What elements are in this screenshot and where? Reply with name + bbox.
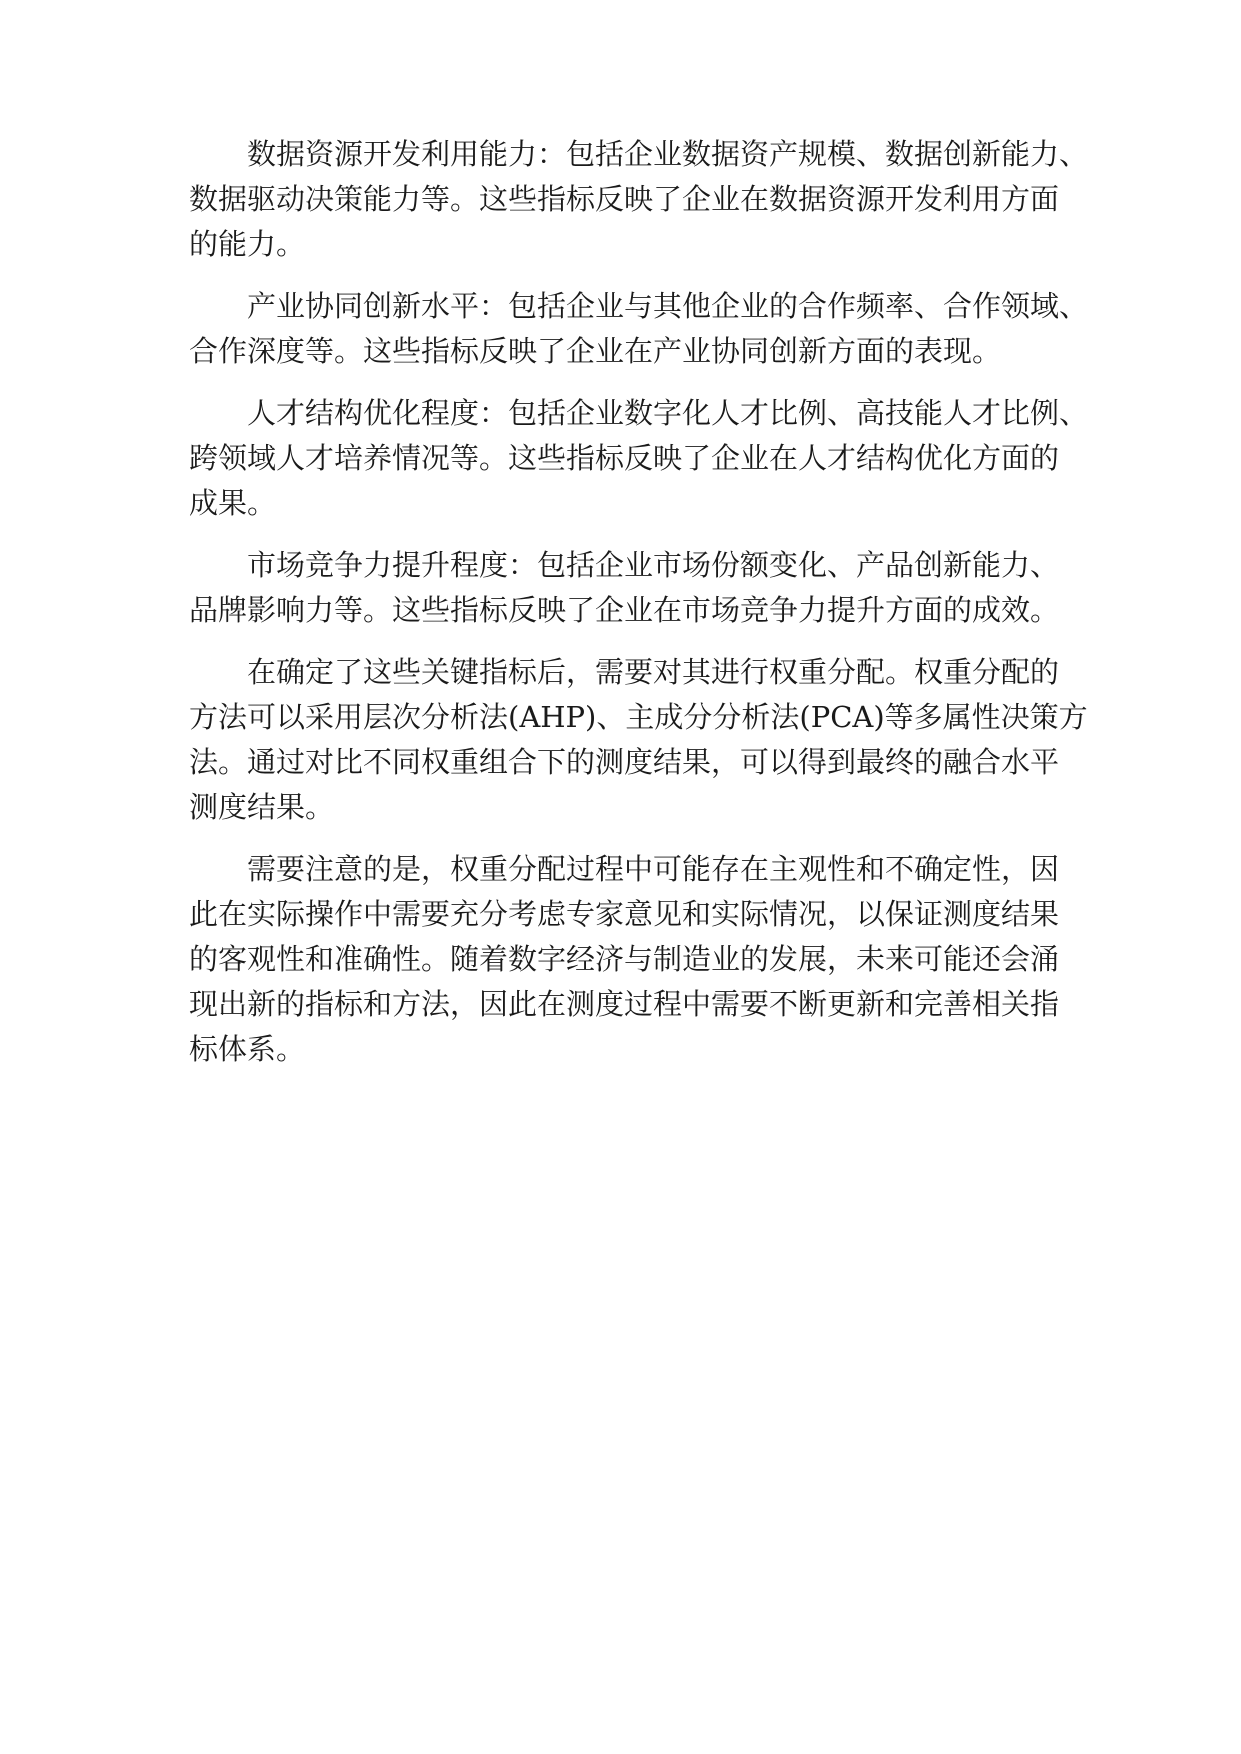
text-line: 数据资源开发利用能力：包括企业数据资产规模、数据创新能力、	[247, 137, 1089, 171]
text-line: 的客观性和准确性。随着数字经济与制造业的发展，未来可能还会涌	[189, 942, 1060, 976]
text-line: 标体系。	[189, 1032, 306, 1066]
text-line: 的能力。	[189, 227, 306, 261]
text-line: 市场竞争力提升程度：包括企业市场份额变化、产品创新能力、	[247, 548, 1060, 582]
text-line: 成果。	[189, 486, 277, 520]
text-line: 合作深度等。这些指标反映了企业在产业协同创新方面的表现。	[189, 334, 1002, 368]
text-line: 数据驱动决策能力等。这些指标反映了企业在数据资源开发利用方面	[189, 182, 1060, 216]
text-line: 产业协同创新水平：包括企业与其他企业的合作频率、合作领域、	[247, 289, 1089, 323]
paragraph-market-competitiveness	[189, 543, 1059, 633]
paragraph-weight-allocation	[189, 650, 1088, 830]
paragraph-data-resource-capability	[189, 132, 1089, 267]
text-line: 测度结果。	[189, 790, 335, 824]
text-line: 在确定了这些关键指标后，需要对其进行权重分配。权重分配的	[247, 655, 1060, 689]
text-line: 此在实际操作中需要充分考虑专家意见和实际情况，以保证测度结果	[189, 897, 1060, 931]
paragraph-notes-subjectivity	[189, 847, 1059, 1072]
paragraph-industry-collaboration	[189, 284, 1089, 374]
text-line: 方法可以采用层次分析法(AHP)、主成分分析法(PCA)等多属性决策方	[189, 700, 1088, 734]
text-line: 人才结构优化程度：包括企业数字化人才比例、高技能人才比例、	[247, 396, 1089, 430]
paragraph-talent-structure	[189, 391, 1089, 526]
text-line: 跨领域人才培养情况等。这些指标反映了企业在人才结构优化方面的	[189, 441, 1060, 475]
document-body	[189, 132, 1089, 1089]
text-line: 品牌影响力等。这些指标反映了企业在市场竞争力提升方面的成效。	[189, 593, 1060, 627]
text-line: 需要注意的是，权重分配过程中可能存在主观性和不确定性，因	[247, 852, 1060, 886]
text-line: 现出新的指标和方法，因此在测度过程中需要不断更新和完善相关指	[189, 987, 1060, 1021]
text-line: 法。通过对比不同权重组合下的测度结果，可以得到最终的融合水平	[189, 745, 1060, 779]
